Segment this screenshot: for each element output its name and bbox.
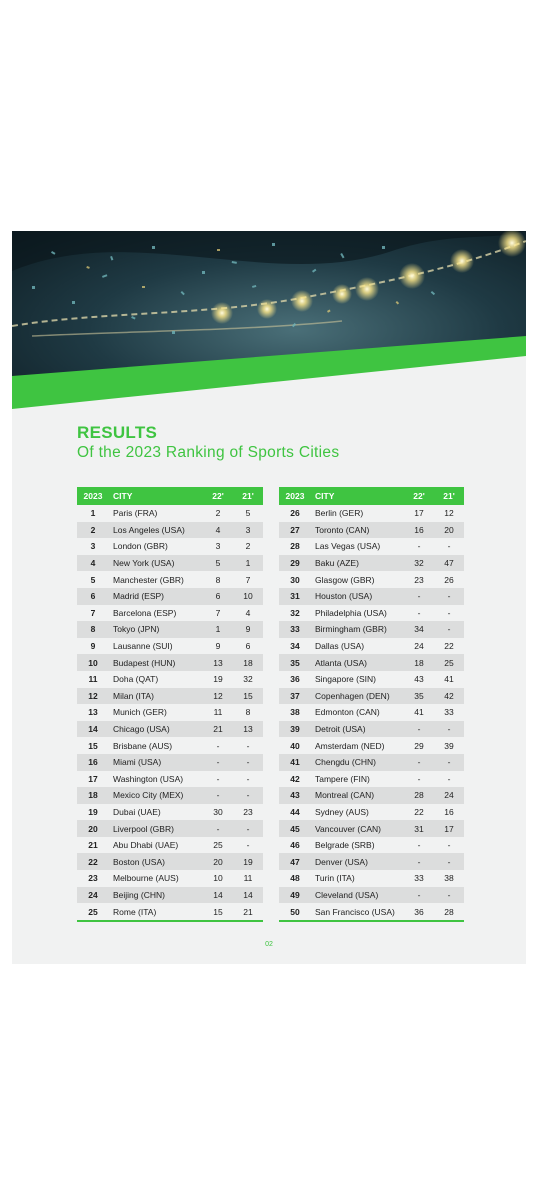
table-row (279, 638, 464, 655)
rank-2022-cell: 25 (213, 840, 223, 851)
rank-2022-cell: 11 (213, 707, 223, 718)
city-cell: Sydney (AUS) (315, 806, 369, 817)
city-cell: Vancouver (CAN) (311, 820, 404, 837)
rank-2022-cell: 18 (404, 654, 434, 671)
rank-cell: 10 (77, 654, 109, 671)
city-cell: Miami (USA) (109, 754, 203, 771)
rank-cell: 43 (279, 787, 311, 804)
city-cell: Beijing (CHN) (109, 887, 203, 904)
rank-2022-cell: 15 (203, 903, 233, 921)
rank-cell: 30 (290, 574, 300, 585)
rank-2021-cell: 16 (444, 806, 454, 817)
table-row (279, 754, 464, 771)
table-row (279, 538, 464, 555)
city-cell: Las Vegas (USA) (315, 541, 381, 552)
city-cell: Mexico City (MEX) (109, 787, 203, 804)
rank-2022-cell: - (417, 840, 421, 851)
rank-2021-cell: - (233, 754, 263, 771)
rank-2021-cell: - (434, 621, 464, 638)
rank-2022-cell: 8 (215, 574, 221, 585)
rank-2022-cell: - (404, 853, 434, 870)
city-cell: Cleveland (USA) (311, 887, 404, 904)
table-row (77, 820, 263, 837)
rank-2021-cell: - (434, 887, 464, 904)
table-row (77, 754, 263, 771)
rank-cell: 46 (290, 840, 300, 851)
rank-2021-cell: 15 (233, 688, 263, 705)
city-cell: Birmingham (GBR) (311, 621, 404, 638)
rank-cell: 32 (290, 607, 300, 618)
city-cell: Glasgow (GBR) (315, 574, 375, 585)
city-cell: Toronto (CAN) (311, 522, 404, 539)
rank-2022-cell: 32 (404, 555, 434, 572)
table-row (77, 837, 263, 854)
rank-2022-cell: 30 (213, 806, 223, 817)
table-row (279, 737, 464, 754)
table-row (77, 571, 263, 588)
rank-cell: 17 (88, 773, 98, 784)
rank-2021-cell: 6 (245, 641, 251, 652)
city-cell: Melbourne (AUS) (113, 873, 179, 884)
table-row (77, 853, 263, 870)
rank-2022-cell: 35 (404, 688, 434, 705)
rank-2022-cell: 19 (213, 674, 223, 685)
rank-cell: 40 (290, 740, 300, 751)
header-rank: 2023 (279, 487, 311, 505)
rank-2022-cell: 41 (414, 707, 424, 718)
city-cell: Turin (ITA) (315, 873, 355, 884)
city-cell: Philadelphia (USA) (315, 607, 387, 618)
table-row (77, 605, 263, 622)
rank-2021-cell: 5 (245, 508, 251, 519)
rank-2021-cell: 41 (444, 674, 454, 685)
city-cell: Houston (USA) (311, 588, 404, 605)
rank-cell: 7 (90, 607, 96, 618)
rank-2021-cell: - (434, 588, 464, 605)
rank-2022-cell: 36 (404, 903, 434, 921)
rank-2022-cell: - (417, 541, 421, 552)
rank-2022-cell: - (203, 754, 233, 771)
rank-2021-cell: - (246, 740, 250, 751)
table-row (77, 638, 263, 655)
rank-2022-cell: 33 (414, 873, 424, 884)
rank-2022-cell: 3 (215, 541, 221, 552)
rank-2021-cell: 8 (245, 707, 251, 718)
table-row (77, 688, 263, 705)
table-row (279, 621, 464, 638)
rank-2022-cell: 6 (203, 588, 233, 605)
rank-2021-cell: - (447, 773, 451, 784)
city-cell: San Francisco (USA) (311, 903, 404, 921)
rank-2022-cell: 21 (203, 721, 233, 738)
rank-2021-cell: - (434, 754, 464, 771)
city-cell: Munich (GER) (113, 707, 167, 718)
rank-2021-cell: 14 (233, 887, 263, 904)
rank-cell: 5 (90, 574, 96, 585)
rank-cell: 18 (77, 787, 109, 804)
rank-2022-cell: 5 (203, 555, 233, 572)
table-row (279, 903, 464, 921)
table-row (77, 505, 263, 522)
table-row (77, 721, 263, 738)
rank-2021-cell: 12 (444, 508, 454, 519)
rank-2021-cell: 17 (434, 820, 464, 837)
rank-2022-cell: 1 (203, 621, 233, 638)
rank-2021-cell: - (233, 787, 263, 804)
city-cell: Chengdu (CHN) (311, 754, 404, 771)
header-21: 21' (434, 487, 464, 505)
rank-cell: 49 (279, 887, 311, 904)
rank-cell: 35 (279, 654, 311, 671)
rank-cell: 48 (290, 873, 300, 884)
rank-2021-cell: - (246, 773, 250, 784)
city-cell: Doha (QAT) (113, 674, 159, 685)
header-rank: 2023 (77, 487, 109, 505)
rank-cell: 31 (279, 588, 311, 605)
rank-2022-cell: 7 (215, 607, 221, 618)
page-subtitle: Of the 2023 Ranking of Sports Cities (77, 444, 340, 461)
rank-2022-cell: 43 (414, 674, 424, 685)
city-cell: Belgrade (SRB) (315, 840, 375, 851)
city-cell: Chicago (USA) (109, 721, 203, 738)
rank-cell: 34 (290, 641, 300, 652)
rank-cell: 38 (290, 707, 300, 718)
rank-2021-cell: 2 (245, 541, 251, 552)
rank-2022-cell: 10 (213, 873, 223, 884)
table-row (77, 671, 263, 688)
city-cell: Berlin (GER) (315, 508, 364, 519)
table-row (279, 704, 464, 721)
city-cell: Barcelona (ESP) (113, 607, 177, 618)
table-row (279, 887, 464, 904)
table-row (279, 588, 464, 605)
rank-cell: 12 (77, 688, 109, 705)
table-row (77, 787, 263, 804)
rank-cell: 45 (279, 820, 311, 837)
table-row (279, 522, 464, 539)
rank-2022-cell: 17 (414, 508, 424, 519)
page-title: RESULTS (77, 423, 158, 442)
city-cell: Brisbane (AUS) (113, 740, 173, 751)
rank-cell: 29 (279, 555, 311, 572)
rank-2022-cell: 34 (404, 621, 434, 638)
rank-cell: 36 (290, 674, 300, 685)
rank-cell: 6 (77, 588, 109, 605)
city-cell: Copenhagen (DEN) (311, 688, 404, 705)
rank-cell: 20 (77, 820, 109, 837)
rank-2021-cell: 24 (434, 787, 464, 804)
rank-cell: 8 (77, 621, 109, 638)
rank-2021-cell: 4 (245, 607, 251, 618)
city-cell: Budapest (HUN) (109, 654, 203, 671)
table-row (77, 870, 263, 887)
rank-cell: 9 (90, 641, 96, 652)
rank-cell: 15 (88, 740, 98, 751)
rank-2022-cell: 20 (203, 853, 233, 870)
city-cell: Tokyo (JPN) (109, 621, 203, 638)
rank-cell: 37 (279, 688, 311, 705)
rank-2022-cell: 23 (414, 574, 424, 585)
rank-cell: 19 (88, 806, 98, 817)
table-row (77, 555, 263, 572)
table-row (279, 837, 464, 854)
table-row (77, 771, 263, 788)
rank-2021-cell: - (447, 607, 451, 618)
table-row (77, 887, 263, 904)
table-row (279, 771, 464, 788)
rank-2022-cell: 12 (203, 688, 233, 705)
rank-cell: 33 (279, 621, 311, 638)
rank-2022-cell: - (203, 787, 233, 804)
table-row (77, 903, 263, 921)
city-cell: Tampere (FIN) (315, 773, 370, 784)
rank-2021-cell: 26 (444, 574, 454, 585)
rank-2022-cell: 13 (203, 654, 233, 671)
rank-2021-cell: - (447, 840, 451, 851)
table-row (279, 571, 464, 588)
rank-cell: 44 (290, 806, 300, 817)
rank-2021-cell: 10 (233, 588, 263, 605)
rank-2022-cell: - (203, 820, 233, 837)
city-cell: New York (USA) (109, 555, 203, 572)
rank-cell: 23 (88, 873, 98, 884)
rank-2021-cell: 25 (434, 654, 464, 671)
city-cell: Denver (USA) (311, 853, 404, 870)
table-row (279, 671, 464, 688)
city-cell: Dallas (USA) (315, 641, 365, 652)
table-row (77, 654, 263, 671)
rank-2022-cell: - (417, 607, 421, 618)
rank-2021-cell: 23 (243, 806, 253, 817)
rank-2022-cell: 4 (203, 522, 233, 539)
rank-2022-cell: - (404, 754, 434, 771)
table-row (279, 721, 464, 738)
table-row (279, 787, 464, 804)
rank-2021-cell: 18 (233, 654, 263, 671)
city-cell: Singapore (SIN) (315, 674, 376, 685)
rank-cell: 42 (290, 773, 300, 784)
city-cell: Baku (AZE) (311, 555, 404, 572)
city-cell: Abu Dhabi (UAE) (113, 840, 179, 851)
city-cell: Paris (FRA) (113, 508, 158, 519)
header-21: 21' (233, 487, 263, 505)
rank-2022-cell: - (216, 740, 220, 751)
rank-cell: 41 (279, 754, 311, 771)
city-cell: Washington (USA) (113, 773, 184, 784)
rank-2022-cell: 9 (215, 641, 221, 652)
city-cell: Madrid (ESP) (109, 588, 203, 605)
rank-2022-cell: 14 (203, 887, 233, 904)
rank-2022-cell: 31 (404, 820, 434, 837)
rank-cell: 47 (279, 853, 311, 870)
rank-2021-cell: 22 (444, 641, 454, 652)
rank-2021-cell: 20 (434, 522, 464, 539)
rank-2021-cell: 11 (243, 873, 253, 884)
header-city: CITY (109, 487, 203, 505)
table-row (77, 737, 263, 754)
city-cell: Detroit (USA) (311, 721, 404, 738)
table-header-row (77, 487, 263, 505)
city-cell: Edmonton (CAN) (315, 707, 380, 718)
rank-cell: 24 (77, 887, 109, 904)
page-number: 02 (265, 941, 273, 948)
rank-2021-cell: 21 (233, 903, 263, 921)
rank-cell: 22 (77, 853, 109, 870)
rank-2021-cell: - (233, 820, 263, 837)
rank-cell: 21 (88, 840, 98, 851)
table-row (279, 804, 464, 821)
city-cell: Amsterdam (NED) (315, 740, 385, 751)
rank-cell: 1 (90, 508, 96, 519)
table-row (77, 621, 263, 638)
rank-cell: 25 (77, 903, 109, 921)
rank-cell: 14 (77, 721, 109, 738)
rank-cell: 4 (77, 555, 109, 572)
rank-2022-cell: 16 (404, 522, 434, 539)
document-page (12, 231, 526, 964)
rank-cell: 11 (88, 674, 98, 685)
stadium-hero-image (12, 231, 526, 411)
rank-cell: 13 (88, 707, 98, 718)
ranking-table-left (77, 487, 263, 922)
rank-2021-cell: 13 (233, 721, 263, 738)
rank-2022-cell: - (417, 773, 421, 784)
city-cell: Milan (ITA) (109, 688, 203, 705)
city-cell: Los Angeles (USA) (109, 522, 203, 539)
city-cell: Montreal (CAN) (311, 787, 404, 804)
table-row (77, 804, 263, 821)
rank-cell: 2 (77, 522, 109, 539)
rank-2021-cell: 19 (233, 853, 263, 870)
rank-2021-cell: - (434, 853, 464, 870)
rank-2021-cell: 38 (444, 873, 454, 884)
rank-cell: 28 (290, 541, 300, 552)
rank-2022-cell: 22 (414, 806, 424, 817)
table-row (77, 522, 263, 539)
table-row (77, 538, 263, 555)
city-cell: Lausanne (SUI) (113, 641, 173, 652)
rank-2021-cell: - (434, 721, 464, 738)
rank-2021-cell: - (246, 840, 250, 851)
rank-2021-cell: 28 (434, 903, 464, 921)
city-cell: Rome (ITA) (109, 903, 203, 921)
city-cell: Boston (USA) (109, 853, 203, 870)
table-row (279, 505, 464, 522)
table-row (279, 555, 464, 572)
header-22: 22' (404, 487, 434, 505)
table-row (279, 853, 464, 870)
rank-2022-cell: 29 (414, 740, 424, 751)
city-cell: Manchester (GBR) (113, 574, 184, 585)
rank-cell: 26 (290, 508, 300, 519)
rank-2021-cell: 7 (245, 574, 251, 585)
rank-2021-cell: 3 (233, 522, 263, 539)
rank-2022-cell: - (404, 588, 434, 605)
rank-2021-cell: 39 (444, 740, 454, 751)
rank-cell: 50 (279, 903, 311, 921)
rank-2021-cell: 1 (233, 555, 263, 572)
rank-cell: 3 (90, 541, 96, 552)
rank-2022-cell: - (404, 721, 434, 738)
city-cell: London (GBR) (113, 541, 168, 552)
rank-2021-cell: 33 (444, 707, 454, 718)
rank-2021-cell: 9 (233, 621, 263, 638)
header-city: CITY (311, 487, 404, 505)
city-cell: Dubai (UAE) (113, 806, 161, 817)
rank-2022-cell: - (404, 887, 434, 904)
rank-2021-cell: - (447, 541, 451, 552)
city-cell: Atlanta (USA) (311, 654, 404, 671)
rank-2021-cell: 47 (434, 555, 464, 572)
rank-2022-cell: - (216, 773, 220, 784)
table-row (279, 654, 464, 671)
rank-cell: 39 (279, 721, 311, 738)
rank-2021-cell: 42 (434, 688, 464, 705)
city-cell: Liverpool (GBR) (109, 820, 203, 837)
rank-2022-cell: 24 (414, 641, 424, 652)
table-header-row (279, 487, 464, 505)
table-row (279, 870, 464, 887)
ranking-table-right (279, 487, 464, 922)
rank-2022-cell: 28 (404, 787, 434, 804)
table-row (279, 688, 464, 705)
table-row (77, 588, 263, 605)
table-row (279, 820, 464, 837)
table-row (77, 704, 263, 721)
rank-2022-cell: 2 (215, 508, 221, 519)
table-row (279, 605, 464, 622)
rank-cell: 27 (279, 522, 311, 539)
rank-cell: 16 (77, 754, 109, 771)
rank-2021-cell: 32 (243, 674, 253, 685)
header-22: 22' (203, 487, 233, 505)
